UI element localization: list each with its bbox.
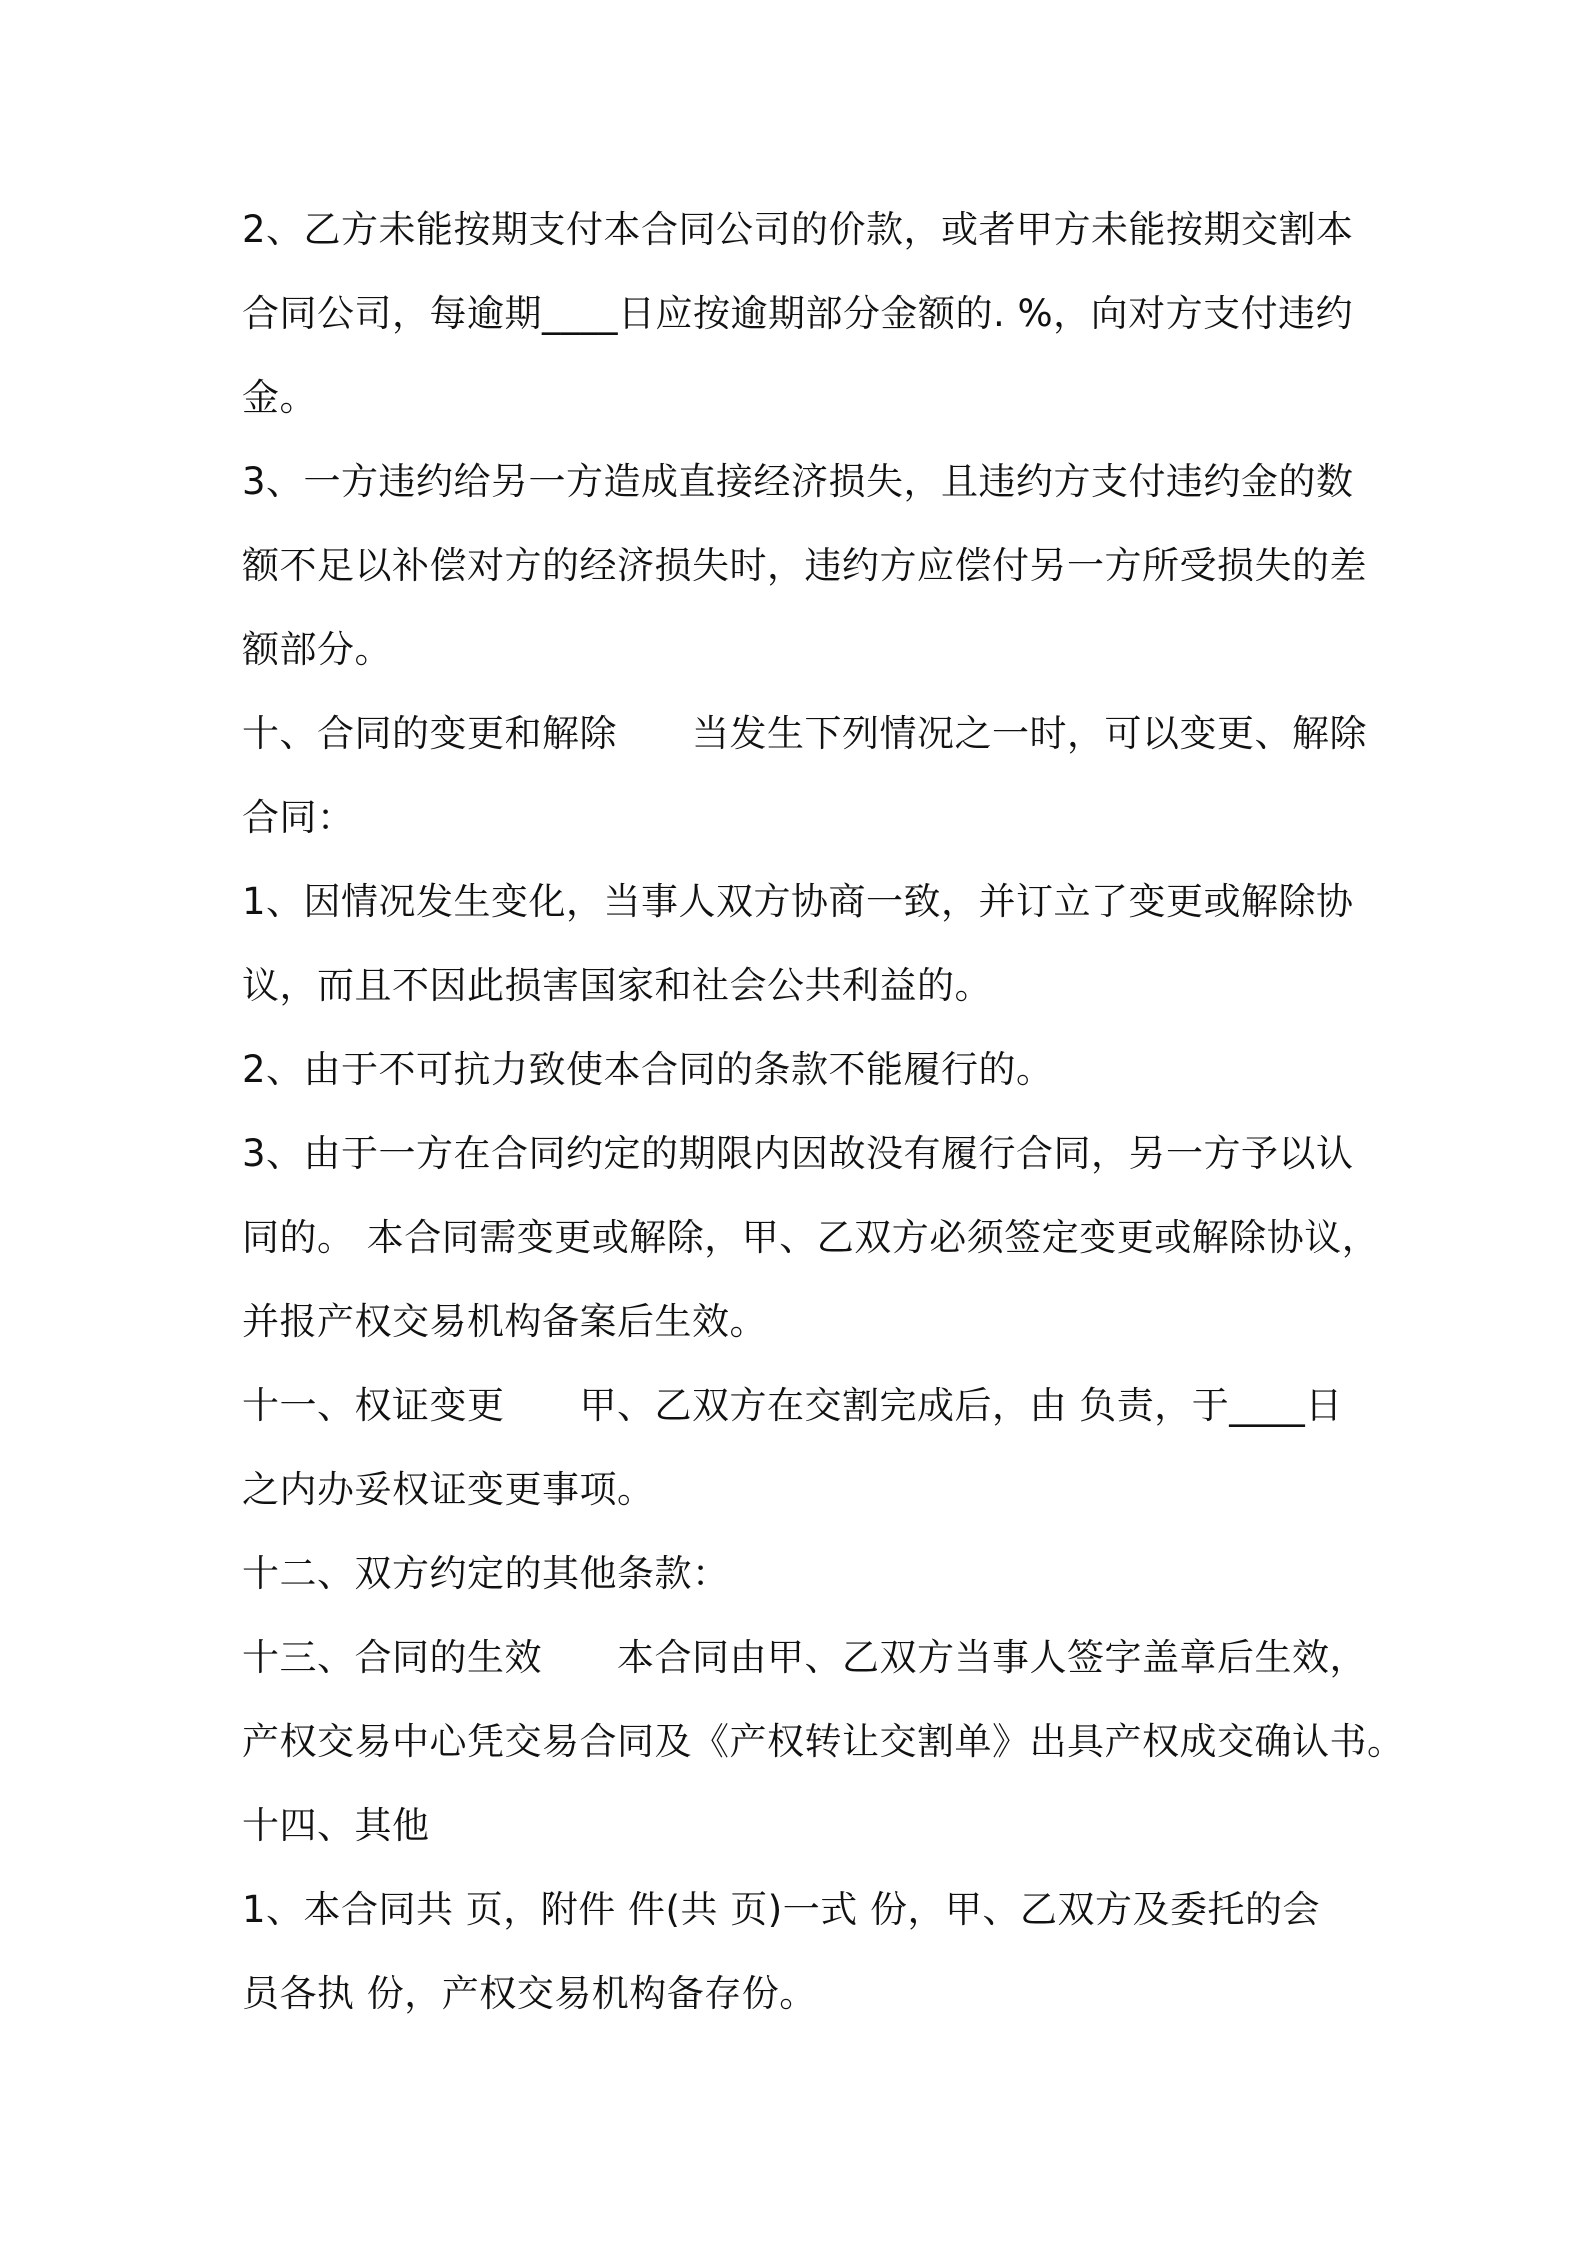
- text-line: 议，而且不因此损害国家和社会公共利益的。: [242, 964, 992, 1007]
- section-heading-line: 十、合同的变更和解除 当发生下列情况之一时，可以变更、解除: [242, 712, 1367, 755]
- section-heading-line: 十二、双方约定的其他条款：: [242, 1552, 730, 1595]
- text-line: 合同：: [242, 796, 355, 839]
- text-line: 金。: [242, 376, 317, 419]
- text-line: 员各执 份，产权交易机构备存份。: [242, 1972, 817, 2015]
- text-line: 同的。 本合同需变更或解除，甲、乙双方必须签定变更或解除协议，: [242, 1216, 1380, 1259]
- text-line: 合同公司，每逾期____日应按逾期部分金额的. %，向对方支付违约: [242, 292, 1354, 335]
- text-line: 额不足以补偿对方的经济损失时，违约方应偿付另一方所受损失的差: [242, 544, 1367, 587]
- text-line: 3、一方违约给另一方造成直接经济损失，且违约方支付违约金的数: [242, 460, 1354, 503]
- text-line: 2、乙方未能按期支付本合同公司的价款，或者甲方未能按期交割本: [242, 208, 1354, 251]
- text-line: 1、因情况发生变化，当事人双方协商一致，并订立了变更或解除协: [242, 880, 1354, 923]
- text-line: 产权交易中心凭交易合同及《产权转让交割单》出具产权成交确认书。: [242, 1720, 1405, 1763]
- section-heading-line: 十三、合同的生效 本合同由甲、乙双方当事人签字盖章后生效，: [242, 1636, 1367, 1679]
- section-heading-line: 十一、权证变更 甲、乙双方在交割完成后，由 负责，于____日: [242, 1384, 1343, 1427]
- text-line: 之内办妥权证变更事项。: [242, 1468, 655, 1511]
- text-line: 3、由于一方在合同约定的期限内因故没有履行合同，另一方予以认: [242, 1132, 1354, 1175]
- text-line: 2、由于不可抗力致使本合同的条款不能履行的。: [242, 1048, 1054, 1091]
- text-line: 1、本合同共 页，附件 件(共 页)一式 份，甲、乙双方及委托的会: [242, 1888, 1320, 1931]
- text-line: 额部分。: [242, 628, 392, 671]
- text-line: 并报产权交易机构备案后生效。: [242, 1300, 767, 1343]
- section-heading-line: 十四、其他: [242, 1804, 430, 1847]
